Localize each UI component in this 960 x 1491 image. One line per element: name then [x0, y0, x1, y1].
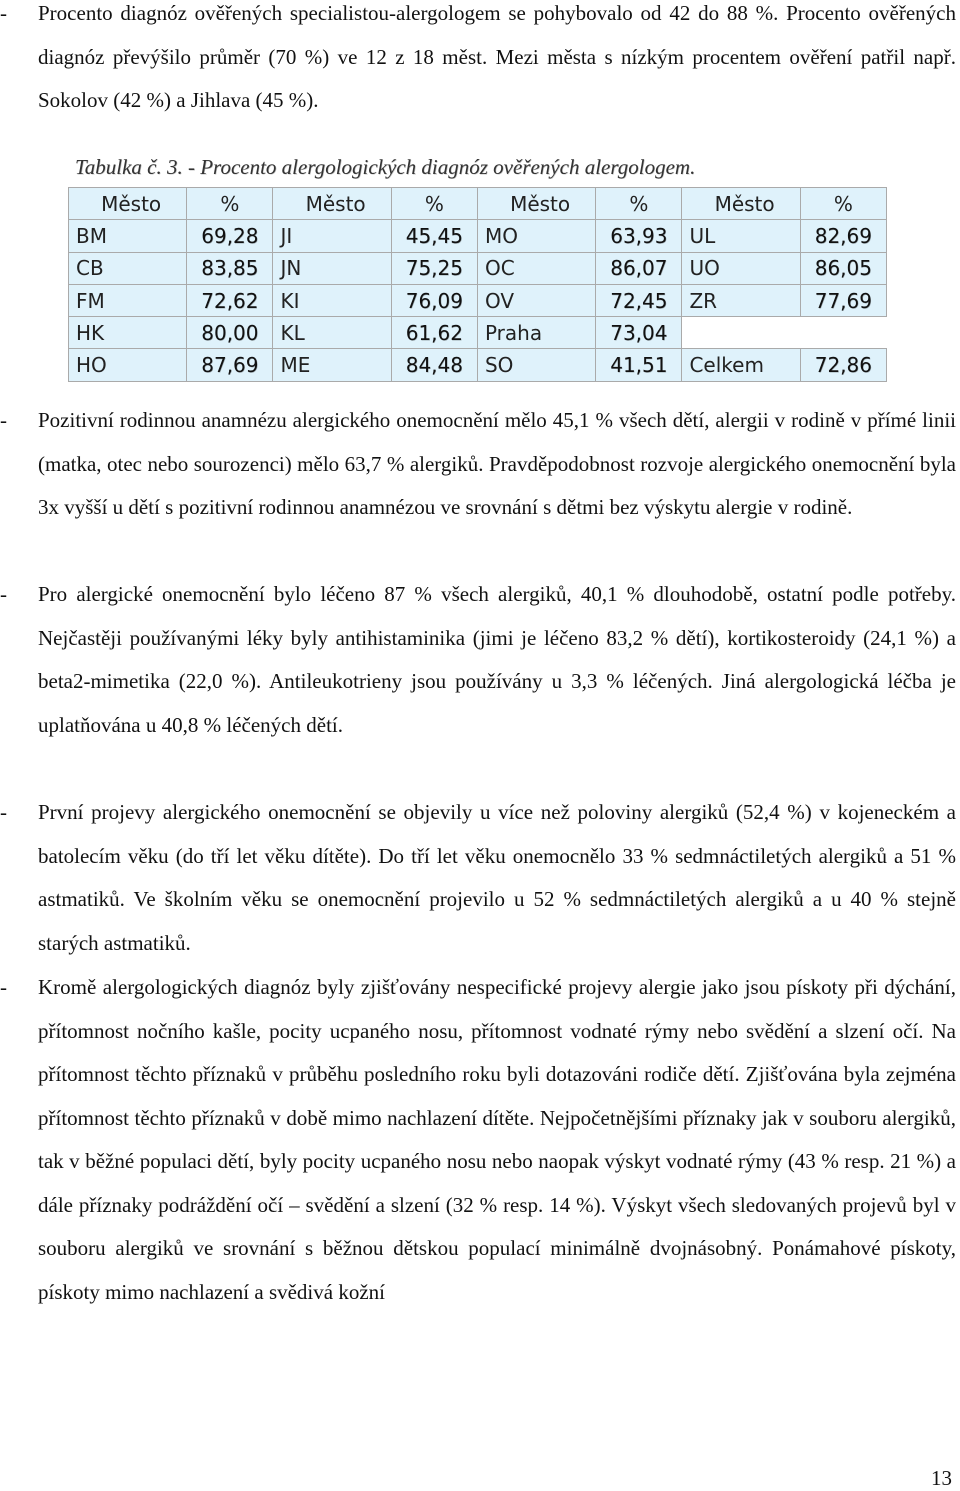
- city-cell: HK: [69, 317, 187, 349]
- header-city: Město: [682, 188, 800, 220]
- percent-cell: 41,51: [596, 349, 682, 381]
- percent-cell: 72,62: [187, 284, 273, 316]
- percent-cell: 63,93: [596, 220, 682, 252]
- header-city: Město: [69, 188, 187, 220]
- percent-cell: 45,45: [391, 220, 477, 252]
- paragraph-3: [0, 573, 960, 747]
- paragraph-4: [0, 791, 960, 965]
- header-percent: %: [391, 188, 477, 220]
- table-header-row: [69, 188, 887, 220]
- paragraph-text: Pro alergické onemocnění bylo léčeno 87 % všech alergiků, 40,1 % dlouhodobě, ostatní podle potřeby. Nejčastěji používanými léky byly antihistaminika (jimi je léčeno 83,2 % dětí), kortikosteroidy (24,1 %) a beta2-mimetika (22,0 %). Antileukotrieny jsou používány u 3,3 % léčených. Jiná alergologická léčba je uplatňována u 40,8 % léčených dětí.: [38, 582, 956, 737]
- header-percent: %: [800, 188, 886, 220]
- city-cell: FM: [69, 284, 187, 316]
- header-city: Město: [477, 188, 595, 220]
- empty-cell: [800, 317, 886, 349]
- city-cell: KI: [273, 284, 391, 316]
- bullet-dash: -: [0, 582, 7, 606]
- percent-cell: 87,69: [187, 349, 273, 381]
- total-label-cell: Celkem: [682, 349, 800, 381]
- city-cell: ME: [273, 349, 391, 381]
- table-caption: Tabulka č. 3. - Procento alergologických diagnóz ověřených alergologem.: [75, 155, 696, 179]
- table-row: [69, 349, 887, 381]
- city-cell: BM: [69, 220, 187, 252]
- city-diagnosis-table: [68, 187, 887, 382]
- city-cell: UO: [682, 252, 800, 284]
- city-cell: JI: [273, 220, 391, 252]
- percent-cell: 84,48: [391, 349, 477, 381]
- table-row: [69, 220, 887, 252]
- city-cell: Praha: [477, 317, 595, 349]
- total-percent-cell: 72,86: [800, 349, 886, 381]
- bullet-dash: -: [0, 800, 7, 824]
- bullet-dash: -: [0, 1, 7, 25]
- bullet-dash: -: [0, 408, 7, 432]
- percent-cell: 73,04: [596, 317, 682, 349]
- city-cell: MO: [477, 220, 595, 252]
- city-cell: JN: [273, 252, 391, 284]
- percent-cell: 76,09: [391, 284, 477, 316]
- city-cell: KL: [273, 317, 391, 349]
- percent-cell: 86,07: [596, 252, 682, 284]
- percent-cell: 86,05: [800, 252, 886, 284]
- header-city: Město: [273, 188, 391, 220]
- percent-cell: 69,28: [187, 220, 273, 252]
- city-cell: ZR: [682, 284, 800, 316]
- percent-cell: 72,45: [596, 284, 682, 316]
- page-number: 13: [931, 1466, 952, 1490]
- city-cell: OV: [477, 284, 595, 316]
- paragraph-text: První projevy alergického onemocnění se objevily u více než poloviny alergiků (52,4 %) v kojeneckém a batolecím věku (do tří let věku dítěte). Do tří let věku onemocnělo 33 % sedmnáctiletých alergiků a 51 % astmatiků. Ve školním věku se onemocnění projevilo u 52 % sedmnáctiletých alergiků a u 40 % stejně starých astmatiků.: [38, 800, 956, 955]
- city-cell: OC: [477, 252, 595, 284]
- table-row: [69, 252, 887, 284]
- paragraph-text: Procento diagnóz ověřených specialistou-alergologem se pohybovalo od 42 do 88 %. Procento ověřených diagnóz převýšilo průměr (70 %) ve 12 z 18 měst. Mezi města s nízkým procentem ověření patřil např. Sokolov (42 %) a Jihlava (45 %).: [38, 1, 956, 112]
- paragraph-5: [0, 966, 960, 1314]
- paragraph-text: Kromě alergologických diagnóz byly zjišťovány nespecifické projevy alergie jako jsou pískoty při dýchání, přítomnost nočního kašle, pocity ucpaného nosu, přítomnost vodnaté rýmy nebo svědění a slzení očí. Na přítomnost těchto příznaků v průběhu posledního roku byli dotazováni rodiče dětí. Zjišťována byla zejména přítomnost těchto příznaků v době mimo nachlazení dítěte. Nejpočetnějšími příznaky jak v souboru alergiků, tak v běžné populaci dětí, byly pocity ucpaného nosu nebo naopak výskyt vodnaté rýmy (43 % resp. 21 %) a dále příznaky podráždění očí – svědění a slzení (32 % resp. 14 %). Výskyt všech sledovaných projevů byl v souboru alergiků ve srovnání s běžnou dětskou populací minimálně dvojnásobný. Ponámahové pískoty, pískoty mimo nachlazení a svědivá kožní: [38, 975, 956, 1304]
- city-cell: SO: [477, 349, 595, 381]
- city-cell: HO: [69, 349, 187, 381]
- percent-cell: 83,85: [187, 252, 273, 284]
- empty-cell: [682, 317, 800, 349]
- percent-cell: 77,69: [800, 284, 886, 316]
- table-row: [69, 317, 887, 349]
- city-cell: UL: [682, 220, 800, 252]
- paragraph-2: [0, 399, 960, 530]
- city-cell: CB: [69, 252, 187, 284]
- percent-cell: 75,25: [391, 252, 477, 284]
- paragraph-1: [0, 0, 960, 123]
- percent-cell: 82,69: [800, 220, 886, 252]
- paragraph-text: Pozitivní rodinnou anamnézu alergického onemocnění mělo 45,1 % všech dětí, alergii v rodině v přímé linii (matka, otec nebo sourozenci) mělo 63,7 % alergiků. Pravděpodobnost rozvoje alergického onemocnění byla 3x vyšší u dětí s pozitivní rodinnou anamnézou ve srovnání s dětmi bez výskytu alergie v rodině.: [38, 408, 956, 519]
- header-percent: %: [187, 188, 273, 220]
- table-row: [69, 284, 887, 316]
- header-percent: %: [596, 188, 682, 220]
- bullet-dash: -: [0, 975, 7, 999]
- percent-cell: 80,00: [187, 317, 273, 349]
- percent-cell: 61,62: [391, 317, 477, 349]
